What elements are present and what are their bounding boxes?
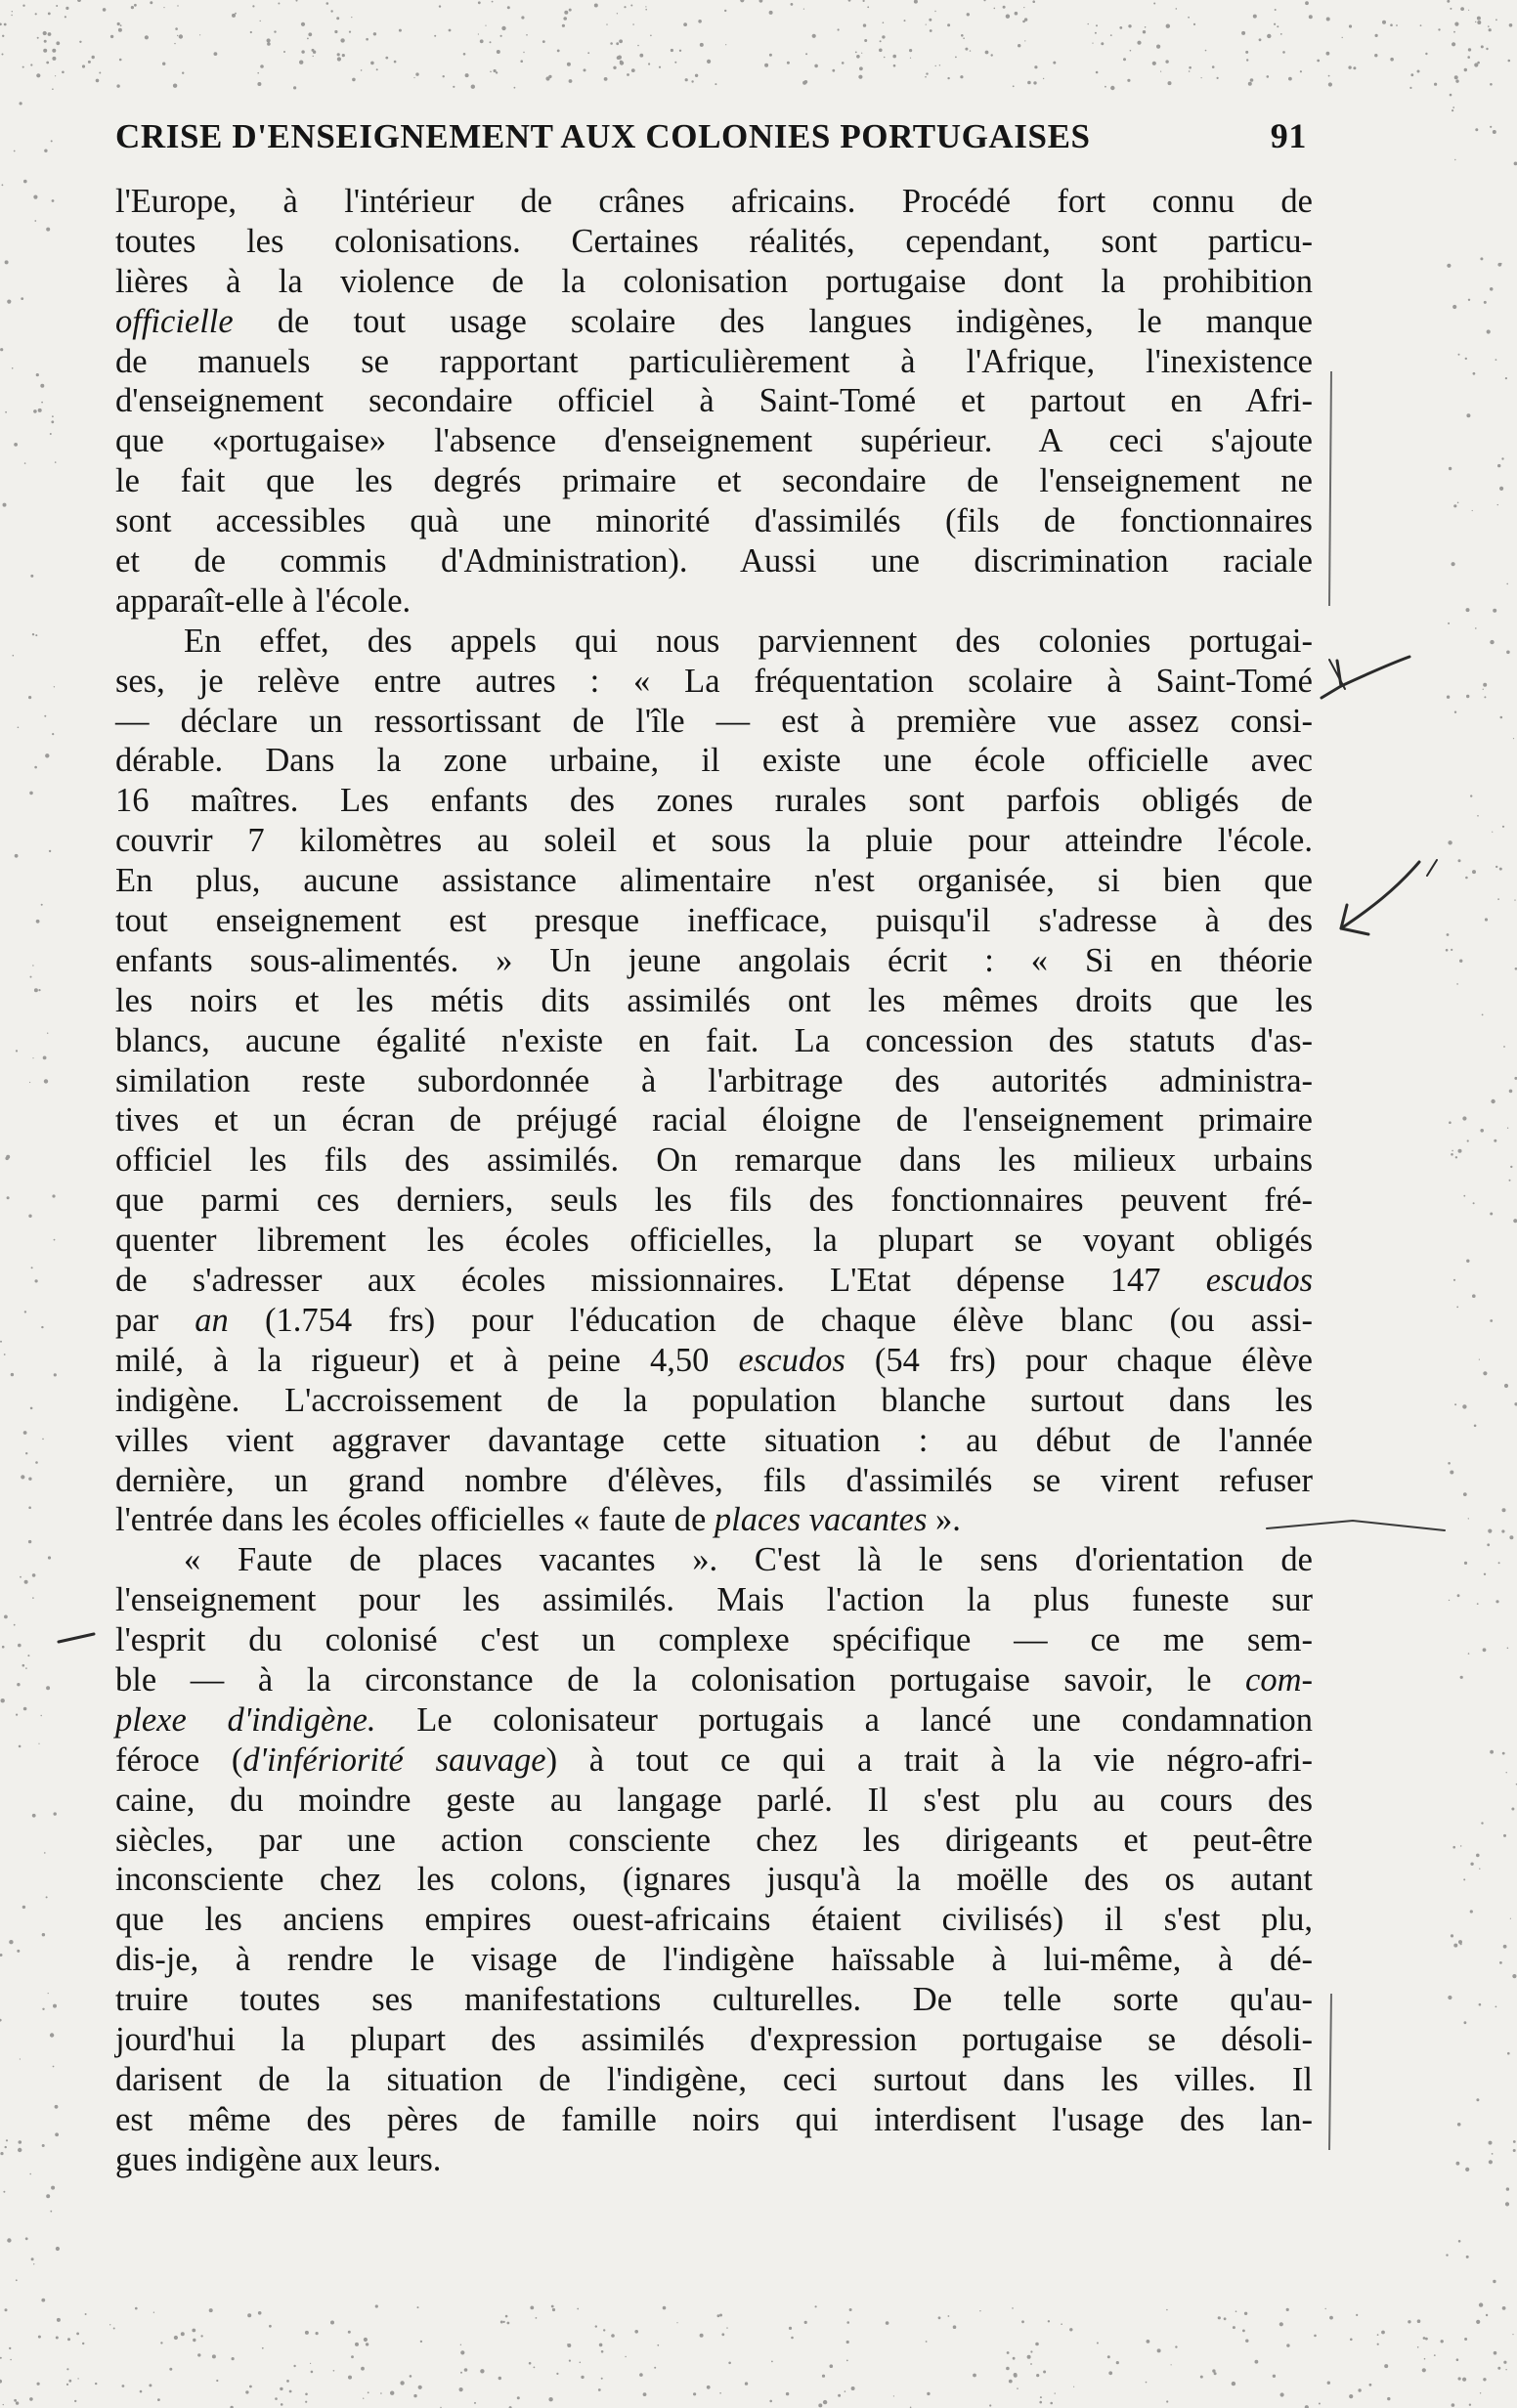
- text-line: [115, 1781, 1313, 1821]
- text-run: dis-je, à rendre le visage de l'indigène haïssable à lui-même, à dé-: [115, 1941, 1313, 1979]
- text-run: que «portugaise» l'absence d'enseignement supérieur. A ceci s'ajoute: [115, 422, 1313, 460]
- text-run: quenter librement les écoles officielles, la plupart se voyant obligés: [115, 1222, 1313, 1260]
- text-line: [115, 1341, 1313, 1381]
- text-line: [115, 1140, 1313, 1181]
- text-line: [115, 1100, 1313, 1140]
- text-line: [115, 1061, 1313, 1101]
- text-line: [115, 861, 1313, 901]
- text-run: tives et un écran de préjugé racial éloigne de l'enseignement primaire: [115, 1101, 1313, 1140]
- paragraph: [115, 622, 1313, 1540]
- text-run: l'esprit du colonisé c'est un complexe spécifique — ce me sem-: [115, 1621, 1313, 1659]
- italic-run: d'infériorité sauvage: [242, 1741, 546, 1779]
- text-run: enfants sous-alimentés. » Un jeune angolais écrit : « Si en théorie: [115, 941, 1313, 979]
- text-line: [115, 342, 1313, 382]
- text-run: (54 frs) pour chaque élève: [845, 1341, 1313, 1379]
- text-line: [115, 1580, 1313, 1620]
- text-run: que parmi ces derniers, seuls les fils des fonctionnaires peuvent fré-: [115, 1182, 1313, 1220]
- text-run: apparaît-elle à l'école.: [115, 581, 412, 620]
- text-run: l'enseignement pour les assimilés. Mais l'action la plus funeste sur: [115, 1581, 1313, 1619]
- text-run: milé, à la rigueur) et à peine 4,50: [115, 1341, 739, 1379]
- text-line: [115, 2100, 1313, 2140]
- text-line: [115, 941, 1313, 981]
- text-run: sont accessibles quà une minorité d'assimilés (fils de fonctionnaires: [115, 502, 1313, 540]
- text-line: [115, 222, 1313, 262]
- paragraph: [115, 1540, 1313, 2179]
- text-run: (1.754 frs) pour l'éducation de chaque élève blanc (ou assi-: [228, 1301, 1313, 1339]
- text-run: dérable. Dans la zone urbaine, il existe une école officielle avec: [115, 742, 1313, 780]
- text-line: [115, 622, 1313, 662]
- text-run: tout enseignement est presque inefficace, puisqu'il s'adresse à des: [115, 902, 1313, 940]
- pencil-arrow-mark: [1322, 657, 1409, 698]
- text-line: [115, 1221, 1313, 1261]
- text-line: [115, 182, 1313, 222]
- running-head: [115, 115, 1313, 156]
- text-run: le fait que les degrés primaire et secondaire de l'enseignement ne: [115, 462, 1313, 500]
- paragraph: [115, 182, 1313, 622]
- text-run: villes vient aggraver davantage cette situation : au début de l'année: [115, 1421, 1313, 1459]
- text-line: [115, 821, 1313, 861]
- text-line: [115, 1461, 1313, 1501]
- text-run: de manuels se rapportant particulièrement à l'Afrique, l'inexistence: [115, 342, 1313, 380]
- text-run: — déclare un ressortissant de l'île — est à première vue assez consi-: [115, 702, 1313, 740]
- text-run: de tout usage scolaire des langues indigènes, le manque: [233, 302, 1313, 340]
- text-line: [115, 1301, 1313, 1341]
- text-line: [115, 1421, 1313, 1461]
- text-run: ble — à la circonstance de la colonisation portugaise savoir, le: [115, 1660, 1246, 1698]
- text-line: [115, 981, 1313, 1021]
- italic-run: escudos: [738, 1341, 845, 1379]
- text-line: [115, 1660, 1313, 1700]
- text-line: [115, 461, 1313, 501]
- text-run: En effet, des appels qui nous parviennent des colonies portugai-: [184, 622, 1313, 660]
- text-line: [115, 662, 1313, 702]
- text-run: de s'adresser aux écoles missionnaires. L'Etat dépense 147: [115, 1262, 1206, 1300]
- running-head-title: CRISE D'ENSEIGNEMENT AUX COLONIES PORTUGAISES: [115, 117, 1091, 155]
- text-run: darisent de la situation de l'indigène, ceci surtout dans les villes. Il: [115, 2060, 1313, 2098]
- text-run: jourd'hui la plupart des assimilés d'expression portugaise se désoli-: [115, 2020, 1313, 2058]
- text-run: Le colonisateur portugais a lancé une condamnation: [375, 1700, 1313, 1739]
- text-run: « Faute de places vacantes ». C'est là le sens d'orientation de: [184, 1541, 1313, 1579]
- text-line: [115, 1821, 1313, 1861]
- pencil-vertical-rule: [1329, 371, 1331, 2150]
- text-run: blancs, aucune égalité n'existe en fait. La concession des statuts d'as-: [115, 1021, 1313, 1059]
- text-line: [115, 302, 1313, 342]
- text-run: truire toutes ses manifestations culturelles. De telle sorte qu'au-: [115, 1981, 1313, 2019]
- text-line: [115, 421, 1313, 461]
- text-run: par: [115, 1301, 195, 1339]
- text-line: [115, 501, 1313, 541]
- text-line: [115, 781, 1313, 821]
- text-run: d'enseignement secondaire officiel à Saint-Tomé et partout en Afri-: [115, 382, 1313, 420]
- text-run: couvrir 7 kilomètres au soleil et sous la pluie pour atteindre l'école.: [115, 822, 1313, 860]
- text-line: [115, 381, 1313, 421]
- text-line: [115, 581, 1313, 622]
- text-run: siècles, par une action consciente chez les dirigeants et peut-être: [115, 1821, 1313, 1859]
- text-line: [115, 2140, 1313, 2180]
- pencil-arrow-mark: [1341, 860, 1437, 934]
- text-line: [115, 1540, 1313, 1580]
- text-line: [115, 901, 1313, 941]
- text-run: et de commis d'Administration). Aussi une discrimination raciale: [115, 542, 1313, 580]
- text-line: [115, 1021, 1313, 1061]
- text-run: caine, du moindre geste au langage parlé. Il s'est plu au cours des: [115, 1781, 1313, 1819]
- italic-run: escudos: [1205, 1262, 1313, 1300]
- text-run: est même des pères de famille noirs qui interdisent l'usage des lan-: [115, 2100, 1313, 2138]
- text-run: similation reste subordonnée à l'arbitrage des autorités administra-: [115, 1061, 1313, 1099]
- text-run: les noirs et les métis dits assimilés ont les mêmes droits que les: [115, 981, 1313, 1019]
- text-line: [115, 1900, 1313, 1940]
- text-line: [115, 1381, 1313, 1421]
- text-line: [115, 262, 1313, 302]
- text-run: gues indigène aux leurs.: [115, 2140, 442, 2178]
- text-run: 16 maîtres. Les enfants des zones rurales sont parfois obligés de: [115, 782, 1313, 820]
- text-line: [115, 1620, 1313, 1660]
- text-run: l'entrée dans les écoles officielles « faute de: [115, 1501, 715, 1539]
- text-line: [115, 1741, 1313, 1781]
- text-line: [115, 2020, 1313, 2060]
- text-run: toutes les colonisations. Certaines réalités, cependant, sont particu-: [115, 222, 1313, 260]
- text-line: [115, 1860, 1313, 1900]
- text-line: [115, 702, 1313, 742]
- text-line: [115, 1261, 1313, 1301]
- text-run: dernière, un grand nombre d'élèves, fils d'assimilés se virent refuser: [115, 1461, 1313, 1499]
- text-run: officiel les fils des assimilés. On remarque dans les milieux urbains: [115, 1141, 1313, 1180]
- text-run: indigène. L'accroissement de la population blanche surtout dans les: [115, 1381, 1313, 1419]
- text-line: [115, 541, 1313, 581]
- text-line: [115, 1980, 1313, 2020]
- text-line: [115, 1940, 1313, 1980]
- italic-run: places vacantes: [714, 1501, 928, 1539]
- italic-run: plexe d'indigène.: [115, 1700, 376, 1739]
- book-page: [115, 115, 1313, 2180]
- text-run: ) à tout ce qui a trait à la vie négro-afri-: [545, 1741, 1313, 1779]
- text-line: [115, 1700, 1313, 1741]
- text-run: féroce (: [115, 1741, 243, 1779]
- text-line: [115, 1181, 1313, 1221]
- text-line: [115, 2060, 1313, 2100]
- pencil-margin-dash: [59, 1634, 94, 1642]
- text-line: [115, 1500, 1313, 1540]
- text-run: l'Europe, à l'intérieur de crânes africains. Procédé fort connu de: [115, 183, 1313, 220]
- italic-run: an: [195, 1301, 229, 1339]
- body-text: [115, 182, 1313, 2180]
- italic-run: officielle: [115, 302, 234, 340]
- text-line: [115, 741, 1313, 781]
- page-number: 91: [1270, 116, 1307, 155]
- text-run: que les anciens empires ouest-africains étaient civilisés) il s'est plu,: [115, 1901, 1313, 1939]
- text-run: lières à la violence de la colonisation portugaise dont la prohibition: [115, 262, 1313, 300]
- text-run: ses, je relève entre autres : « La fréquentation scolaire à Saint-Tomé: [115, 662, 1313, 700]
- text-run: En plus, aucune assistance alimentaire n'est organisée, si bien que: [115, 862, 1313, 900]
- italic-run: com-: [1245, 1660, 1313, 1698]
- text-run: inconsciente chez les colons, (ignares jusqu'à la moëlle des os autant: [115, 1861, 1313, 1899]
- text-run: ».: [927, 1501, 961, 1539]
